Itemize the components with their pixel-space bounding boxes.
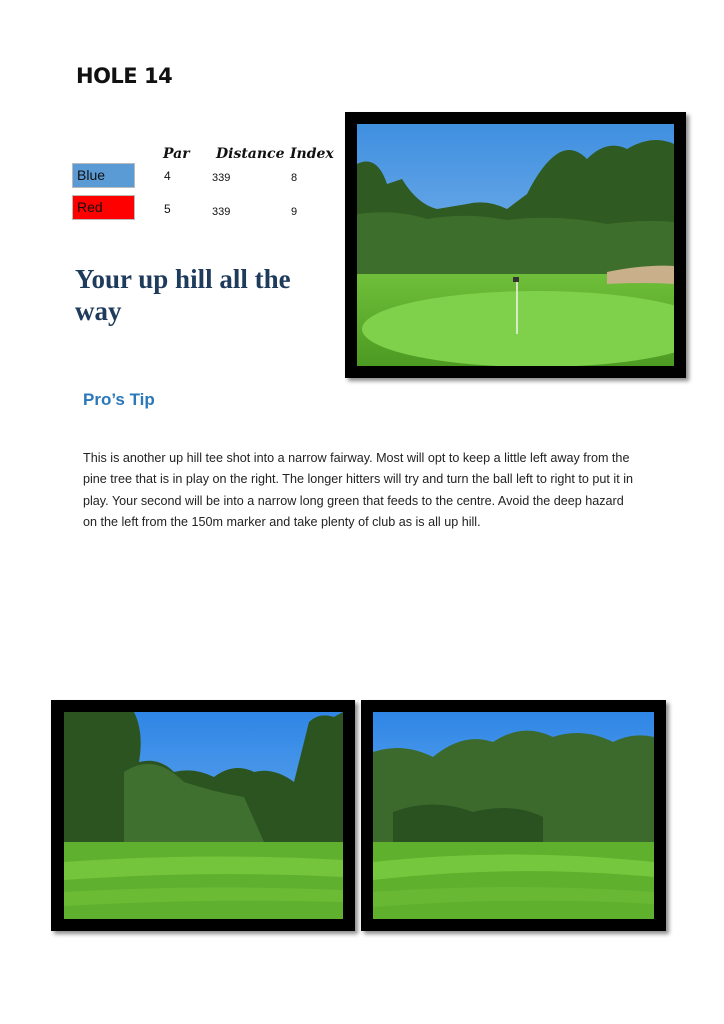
fairway-left-photo (64, 712, 343, 919)
red-distance: 339 (212, 206, 231, 218)
red-par: 5 (164, 202, 171, 216)
par-header: Par (163, 146, 190, 162)
fairway-right-photo (373, 712, 654, 919)
tee-red-label: Red (72, 195, 135, 220)
fairway-left-photo-frame (51, 700, 355, 931)
tee-blue-label: Blue (72, 163, 135, 188)
blue-par: 4 (164, 169, 171, 183)
green-photo-frame (345, 112, 686, 378)
blue-distance: 339 (212, 172, 231, 184)
index-header: Index (290, 146, 334, 162)
pro-tip-heading: Pro’s Tip (83, 390, 155, 409)
red-index: 9 (291, 206, 298, 218)
hole-headline: Your up hill all the way (75, 264, 291, 326)
fairway-right-photo-frame (361, 700, 666, 931)
green-photo (357, 124, 674, 366)
hole-title: HOLE 14 (76, 64, 173, 88)
blue-index: 8 (291, 172, 298, 184)
pro-tip-text: This is another up hill tee shot into a narrow fairway. Most will opt to keep a little left away from the pine tree that is in play on the right. The longer hitters will try and turn the ball left to right to put it in play. Your second will be into a narrow long green that feeds to the centre. Avoid the deep hazard on the left from the 150m marker and take plenty of club as is all up hill. (83, 451, 633, 529)
distance-header: Distance (216, 146, 285, 162)
